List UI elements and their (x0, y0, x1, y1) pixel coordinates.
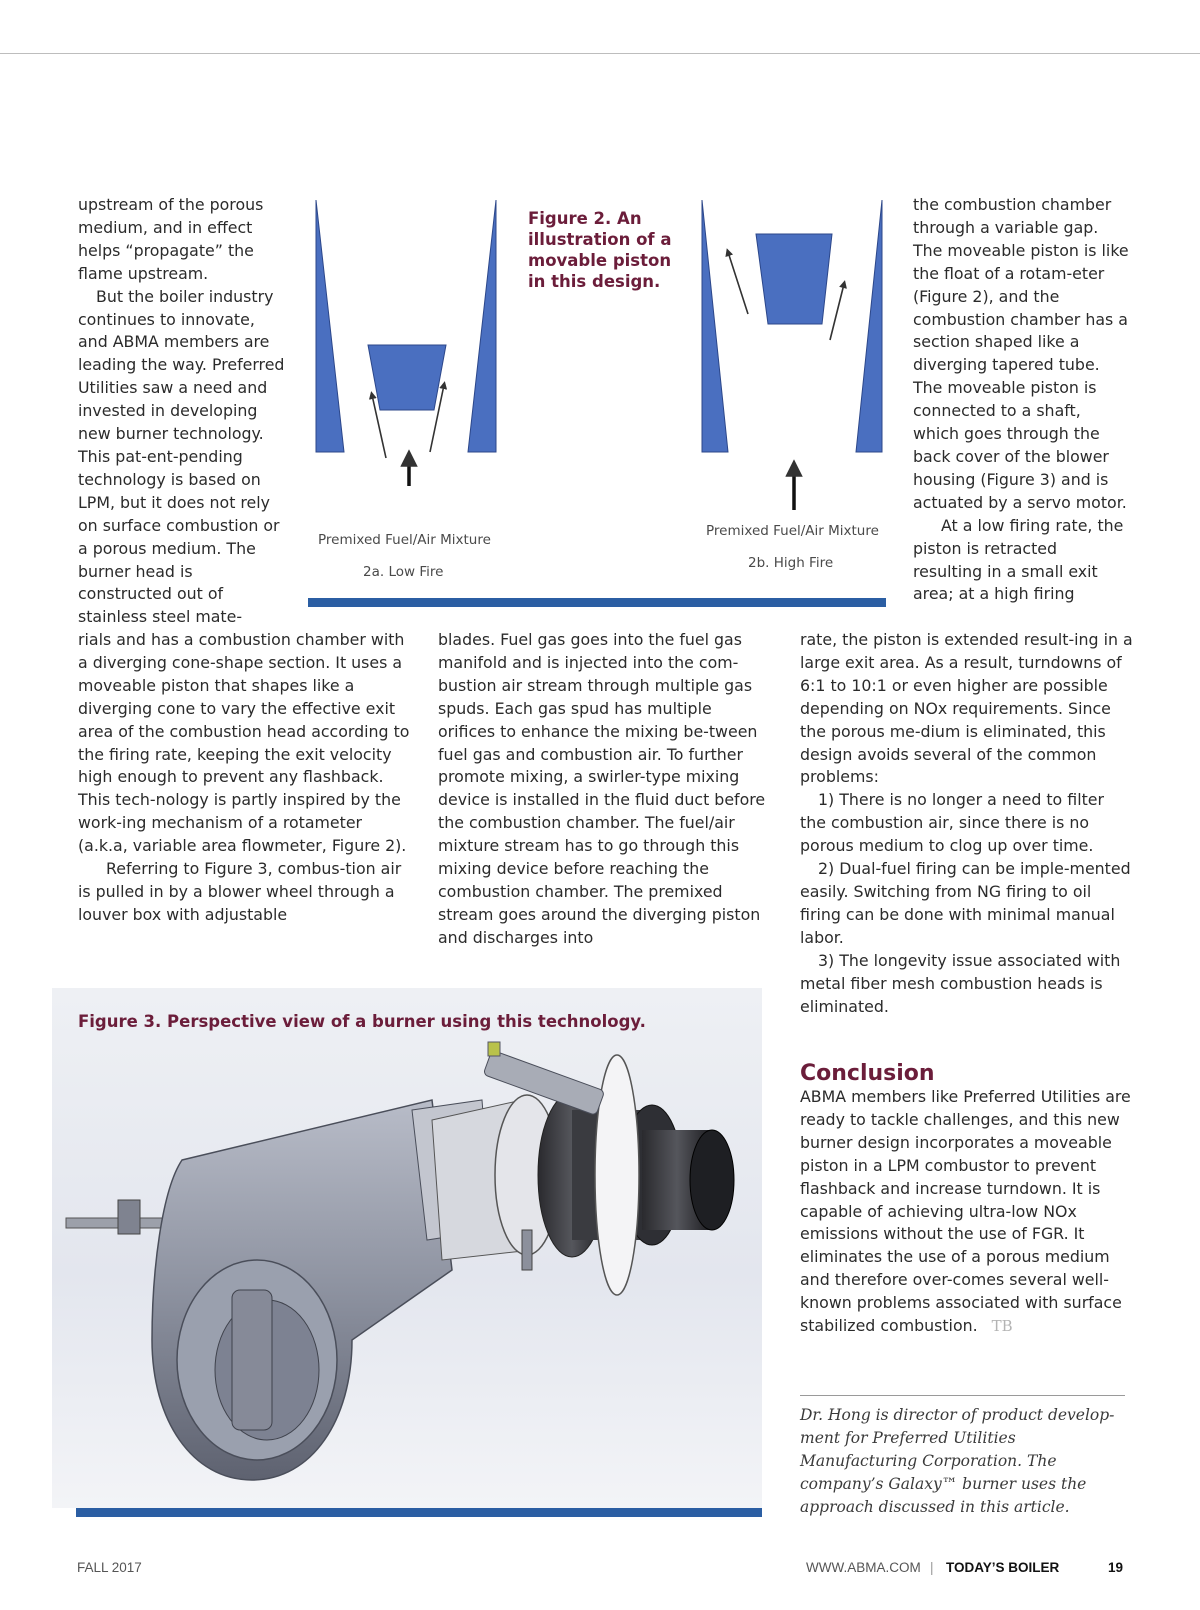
figure-3-caption: Figure 3. Perspective view of a burner using this technology. (78, 1012, 646, 1031)
figure-3-rule (76, 1508, 762, 1517)
blower-shaft (66, 1200, 176, 1234)
piston (368, 345, 446, 410)
column-2 (438, 629, 772, 950)
column-1-bottom (78, 629, 412, 927)
paragraph: blades. Fuel gas goes into the fuel gas manifold and is injected into the com-bustion air stream through multiple gas spuds. Each gas spud has multiple orifices to enhance the mixing be-tween fuel gas and combustion air. To further promote mixing, a swirler-type mixing device is installed in the fluid duct before the combustion chamber. The fuel/air mixture stream has to go through this mixing device before reaching the combustion chamber. The premixed stream goes around the diverging piston and discharges into (438, 630, 766, 947)
list-item: 2) Dual-fuel firing can be imple-mented easily. Switching from NG firing to oil firing can be done with minimal manual labor. (800, 859, 1131, 947)
piston (756, 234, 832, 324)
list-item: 3) The longevity issue associated with metal fiber mesh combustion heads is eliminated. (800, 950, 1121, 1016)
page-number-value: 19 (1108, 1560, 1124, 1575)
conclusion-body (800, 1086, 1134, 1338)
top-rule (0, 53, 1200, 54)
paragraph: But the boiler industry continues to innovate, and ABMA members are leading the way. Preferred Utilities saw a need and invested in developing new burner technology. This pat-ent-pending technology is based on LPM, but it does not rely on surface combustion or a porous medium. The burner head is constructed out of stainless steel mate- (78, 286, 285, 627)
conclusion-text: ABMA members like Preferred Utilities are ready to tackle challenges, and this new burner design incorporates a moveable piston in a LPM combustor to prevent flashback and increase turndown. It is capable of achieving ultra-low NOx emissions without the use of FGR. It eliminates the use of a porous medium and therefore over-comes several well-known problems associated with surface stabilized combustion. (800, 1087, 1131, 1336)
low-fire-inlet-label: Premixed Fuel/Air Mixture (318, 532, 491, 548)
bio-rule (800, 1395, 1125, 1396)
footer-url: WWW.ABMA.COM (806, 1560, 921, 1575)
chamber-wall-right (468, 200, 496, 452)
column-1-top (78, 194, 288, 629)
chamber-wall-left (316, 200, 344, 452)
footer-issue: FALL 2017 (77, 1560, 142, 1575)
high-fire-panel (702, 200, 882, 510)
magazine-name: TODAY’S BOILER (946, 1560, 1060, 1575)
page-number (1108, 1560, 1123, 1575)
paragraph: rials and has a combustion chamber with a diverging cone-shape section. It uses a moveable piston that shapes like a diverging cone to vary the effective exit area of the combustion head according to the firing rate, keeping the exit velocity high enough to prevent any flashback. This tech-nology is partly inspired by the work-ing mechanism of a rotameter (a.k.a, variable area flowmeter, Figure 2). (78, 630, 410, 856)
low-fire-title: 2a. Low Fire (363, 564, 444, 580)
section-heading: Conclusion (800, 1061, 935, 1086)
paragraph: upstream of the porous medium, and in effect helps “propagate” the flame upstream. (78, 195, 264, 283)
low-fire-panel (316, 200, 496, 486)
chamber-wall-right (856, 200, 882, 452)
footer-magazine (946, 1560, 1059, 1575)
paragraph: the combustion chamber through a variable gap. The moveable piston is like the float of a rotam-eter (Figure 2), and the combustion chamber has a section shaped like a diverging tapered tube. The moveable piston is connected to a shaft, which goes through the back cover of the blower housing (Figure 3) and is actuated by a servo motor. (913, 195, 1129, 512)
list-item: 1) There is no longer a need to filter the combustion air, since there is no porous medium to clog up over time. (800, 790, 1104, 856)
end-mark: TB (991, 1317, 1013, 1336)
flow-arrow (830, 284, 844, 340)
figure-2-caption: Figure 2. An illustration of a movable piston in this design. (528, 209, 672, 291)
column-3-top (913, 194, 1131, 606)
burner-illustration (52, 1040, 762, 1500)
figure-2-rule (308, 598, 886, 607)
paragraph: rate, the piston is extended result-ing in a large exit area. As a result, turndowns of 6:1 to 10:1 or even higher are possible depending on NOx requirements. Since the porous me-dium is eliminated, this design avoids several of the common problems: (800, 630, 1133, 787)
paragraph: Referring to Figure 3, combus-tion air is pulled in by a blower wheel through a louver box with adjustable (78, 859, 402, 924)
paragraph: At a low firing rate, the piston is retracted resulting in a small exit area; at a high firing (913, 515, 1124, 604)
footer-separator: | (930, 1560, 934, 1575)
chamber-wall-left (702, 200, 728, 452)
high-fire-inlet-label: Premixed Fuel/Air Mixture (706, 523, 879, 539)
paragraph (800, 1086, 1134, 1338)
high-fire-title: 2b. High Fire (748, 555, 834, 571)
author-bio: Dr. Hong is director of product develop-ment for Preferred Utilities Manufacturing Corporation. The company’s Galaxy™ burner uses the approach discussed in this article. (800, 1406, 1115, 1516)
column-3-bottom (800, 629, 1134, 1018)
blower-housing (152, 1100, 452, 1480)
flow-arrow (728, 252, 748, 314)
